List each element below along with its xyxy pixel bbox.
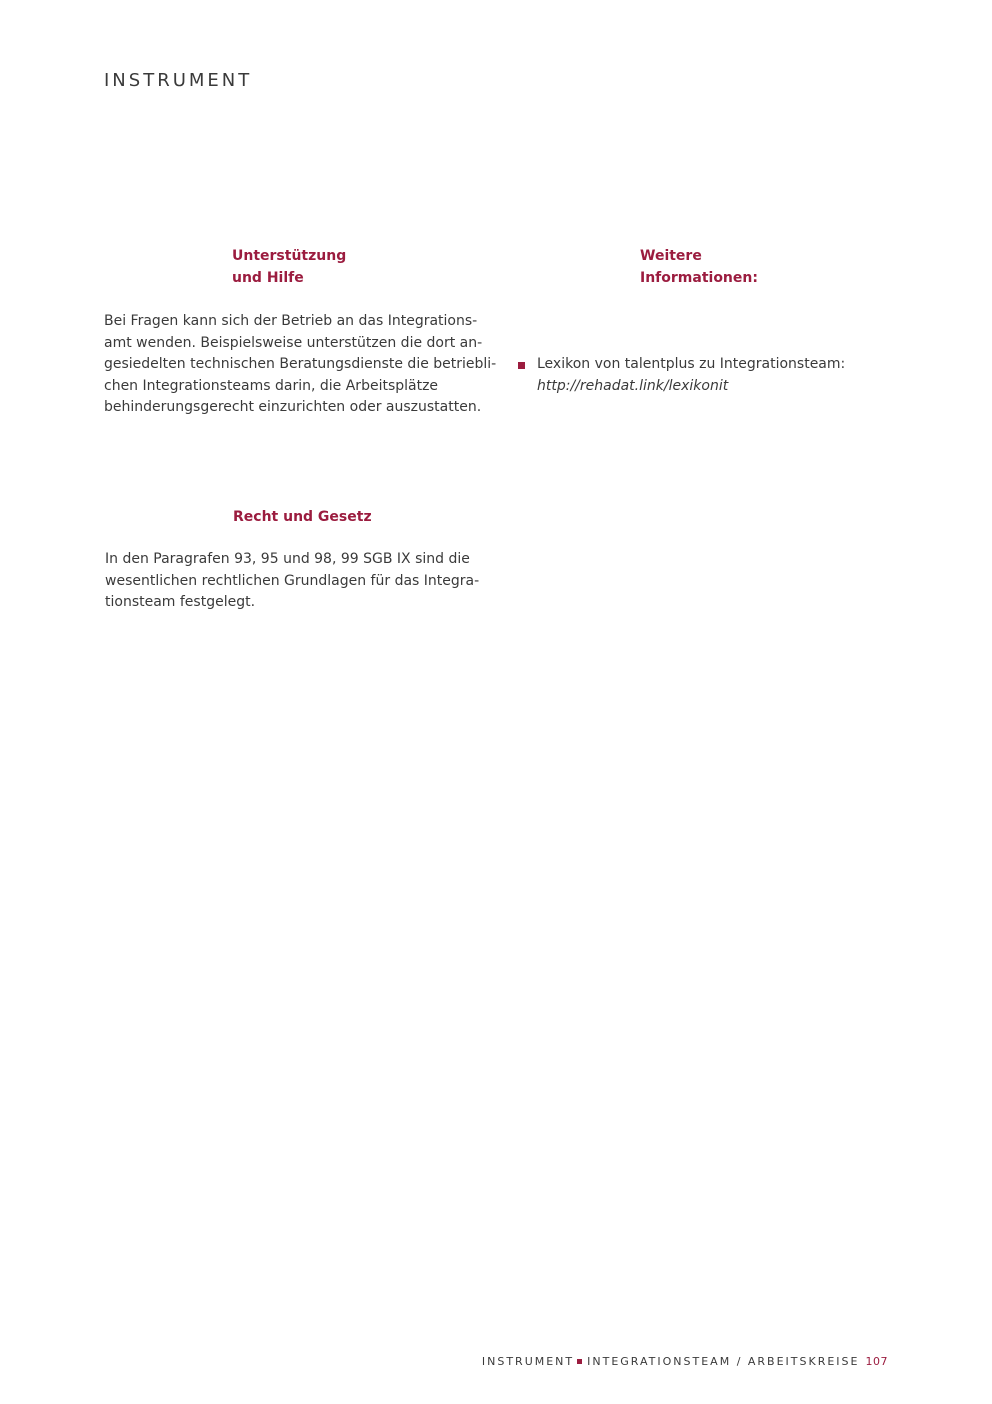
law-line: In den Paragrafen 93, 95 und 98, 99 SGB IX sind die <box>105 551 470 567</box>
footer-left: INSTRUMENT <box>481 1355 575 1368</box>
law-line: wesentlichen rechtlichen Grundlagen für das Integra- <box>105 572 480 589</box>
page-header: INSTRUMENT <box>104 70 253 91</box>
info-item-text: Lexikon von talentplus zu Integrationsteam: <box>537 356 846 372</box>
support-line: Bei Fragen kann sich der Betrieb an das Integrations- <box>104 313 478 329</box>
footer-right: INTEGRATIONSTEAM / ARBEITSKREISE <box>587 1355 860 1368</box>
page-footer <box>482 1355 888 1368</box>
info-heading <box>640 245 758 289</box>
info-heading-line: Weitere <box>640 248 702 264</box>
support-line: behinderungsgerecht einzurichten oder auszustatten. <box>104 399 482 416</box>
square-separator-icon <box>577 1359 582 1364</box>
info-heading-line: Informationen: <box>640 270 758 286</box>
support-line: chen Integrationsteams darin, die Arbeitsplätze <box>104 377 439 394</box>
info-item-link[interactable]: http://rehadat.link/lexikonit <box>537 377 729 394</box>
page-number: 107 <box>865 1355 888 1368</box>
list-item <box>518 354 845 397</box>
support-line: gesiedelten technischen Beratungsdienste die betriebli- <box>104 356 497 373</box>
square-bullet-icon <box>518 362 525 369</box>
law-line: tionsteam festgelegt. <box>105 594 256 611</box>
support-line: amt wenden. Beispielsweise unterstützen die dort an- <box>104 334 483 351</box>
support-paragraph <box>104 311 496 419</box>
support-heading-line: und Hilfe <box>232 270 304 286</box>
info-list <box>518 354 845 397</box>
law-heading: Recht und Gesetz <box>233 509 372 525</box>
law-paragraph <box>105 549 479 614</box>
support-heading <box>232 245 346 289</box>
support-heading-line: Unterstützung <box>232 248 347 264</box>
